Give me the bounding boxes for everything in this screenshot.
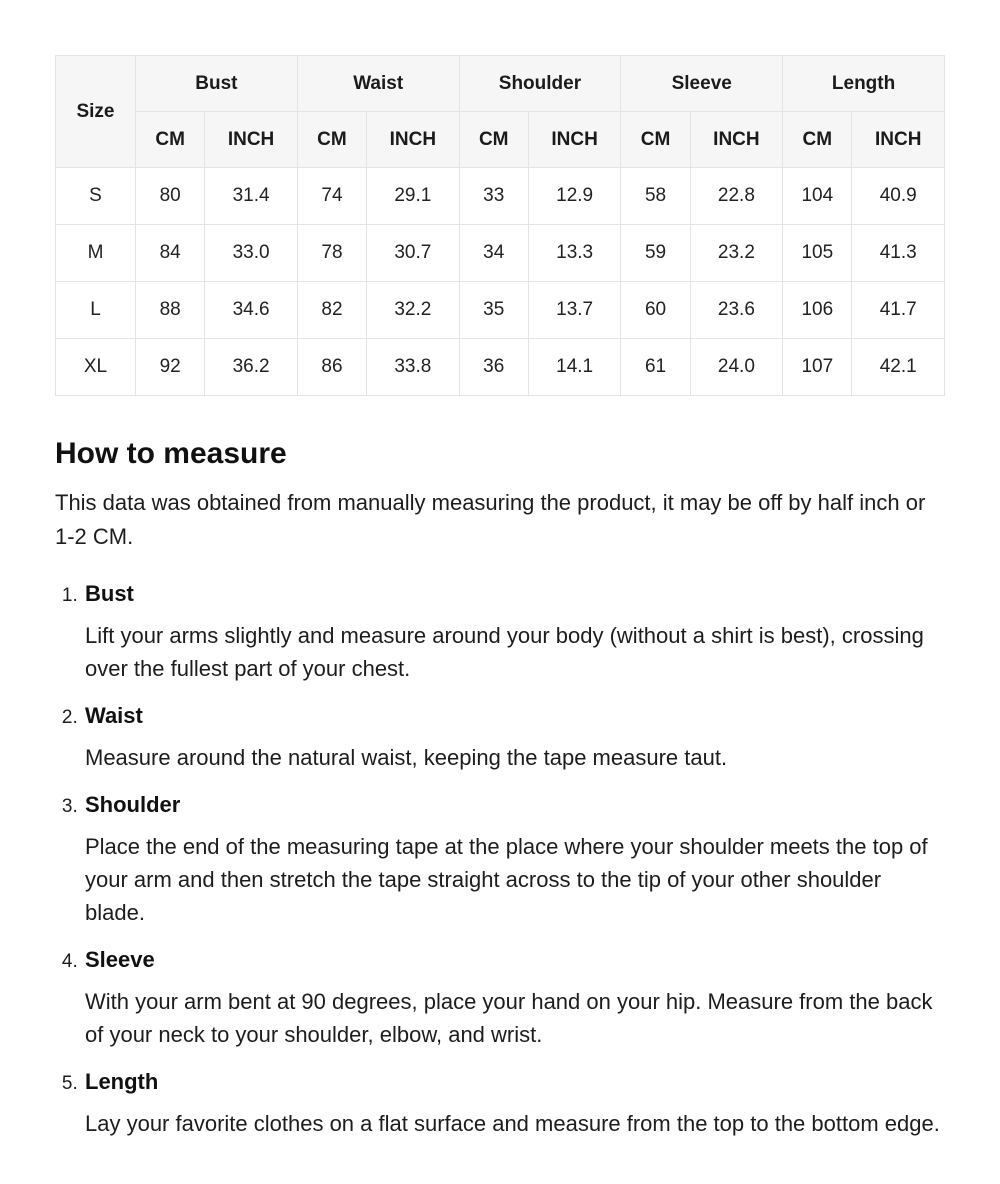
measurement-cell: 80 [136, 168, 205, 225]
unit-header-cm: CM [783, 112, 852, 168]
measurement-cell: 92 [136, 339, 205, 396]
table-row-xl [56, 339, 945, 396]
measurement-cell: 12.9 [528, 168, 620, 225]
measurement-cell: 33.0 [205, 225, 297, 282]
measurement-cell: 82 [297, 282, 366, 339]
measurement-cell: 35 [459, 282, 528, 339]
size-chart-table [55, 55, 945, 396]
measurement-cell: 24.0 [690, 339, 782, 396]
unit-header-cm: CM [136, 112, 205, 168]
unit-header-inch: INCH [690, 112, 782, 168]
list-item-waist [83, 700, 945, 774]
unit-header-cm: CM [297, 112, 366, 168]
measurement-cell: 58 [621, 168, 690, 225]
unit-header-row [56, 112, 945, 168]
measurement-cell: 61 [621, 339, 690, 396]
measurement-cell: 84 [136, 225, 205, 282]
measure-header-shoulder: Shoulder [459, 56, 621, 112]
item-term: 4. Sleeve [85, 947, 155, 972]
measurement-cell: 106 [783, 282, 852, 339]
list-item-length [83, 1066, 945, 1140]
measurement-cell: 41.3 [852, 225, 945, 282]
item-description: Measure around the natural waist, keeping the tape measure taut. [85, 745, 728, 770]
unit-header-inch: INCH [205, 112, 297, 168]
measure-header-length: Length [783, 56, 945, 112]
measure-instructions-list [55, 578, 945, 1140]
measure-intro-text: This data was obtained from manually measuring the product, it may be off by half inch or 1-2 CM. [55, 490, 926, 549]
row-size-label: S [56, 168, 136, 225]
measurement-cell: 29.1 [367, 168, 459, 225]
row-size-label: XL [56, 339, 136, 396]
item-term: 5. Length [85, 1069, 159, 1094]
measurement-cell: 34.6 [205, 282, 297, 339]
size-chart-header [56, 56, 945, 168]
item-term: 3. Shoulder [85, 792, 181, 817]
measurement-cell: 14.1 [528, 339, 620, 396]
measurement-cell: 104 [783, 168, 852, 225]
measurement-cell: 74 [297, 168, 366, 225]
unit-header-inch: INCH [528, 112, 620, 168]
item-description: Lay your favorite clothes on a flat surface and measure from the top to the bottom edge. [85, 1111, 940, 1136]
measurement-cell: 59 [621, 225, 690, 282]
measure-header-bust: Bust [136, 56, 298, 112]
measurement-cell: 36 [459, 339, 528, 396]
unit-header-cm: CM [459, 112, 528, 168]
measurement-cell: 105 [783, 225, 852, 282]
size-chart-body [56, 168, 945, 396]
row-size-label: L [56, 282, 136, 339]
measurement-cell: 32.2 [367, 282, 459, 339]
measurement-cell: 30.7 [367, 225, 459, 282]
unit-header-inch: INCH [367, 112, 459, 168]
measurement-cell: 36.2 [205, 339, 297, 396]
measurement-cell: 78 [297, 225, 366, 282]
list-item-shoulder [83, 789, 945, 929]
measurement-cell: 40.9 [852, 168, 945, 225]
table-row-s [56, 168, 945, 225]
measurement-cell: 60 [621, 282, 690, 339]
measurement-cell: 23.6 [690, 282, 782, 339]
measurement-cell: 86 [297, 339, 366, 396]
measurement-cell: 107 [783, 339, 852, 396]
size-col-header: Size [56, 56, 136, 168]
item-term: 2. Waist [85, 703, 143, 728]
table-row-m [56, 225, 945, 282]
measurement-cell: 88 [136, 282, 205, 339]
item-description: Place the end of the measuring tape at the place where your shoulder meets the top of your arm and then stretch the tape straight across to the tip of your other shoulder blade. [85, 834, 928, 925]
measurement-cell: 13.3 [528, 225, 620, 282]
row-size-label: M [56, 225, 136, 282]
measurement-cell: 22.8 [690, 168, 782, 225]
measure-header-row [56, 56, 945, 112]
measurement-cell: 23.2 [690, 225, 782, 282]
measurement-cell: 42.1 [852, 339, 945, 396]
measurement-cell: 33 [459, 168, 528, 225]
item-description: Lift your arms slightly and measure around your body (without a shirt is best), crossing over the fullest part of your chest. [85, 623, 924, 681]
unit-header-cm: CM [621, 112, 690, 168]
item-term: 1. Bust [85, 581, 134, 606]
list-item-bust [83, 578, 945, 685]
measurement-cell: 13.7 [528, 282, 620, 339]
measurement-cell: 41.7 [852, 282, 945, 339]
how-to-measure-title: How to measure [55, 437, 287, 470]
item-description: With your arm bent at 90 degrees, place your hand on your hip. Measure from the back of your neck to your shoulder, elbow, and wrist. [85, 989, 933, 1047]
measurement-cell: 31.4 [205, 168, 297, 225]
measurement-cell: 33.8 [367, 339, 459, 396]
measure-header-waist: Waist [297, 56, 459, 112]
list-item-sleeve [83, 944, 945, 1051]
measurement-cell: 34 [459, 225, 528, 282]
table-row-l [56, 282, 945, 339]
unit-header-inch: INCH [852, 112, 945, 168]
measure-header-sleeve: Sleeve [621, 56, 783, 112]
